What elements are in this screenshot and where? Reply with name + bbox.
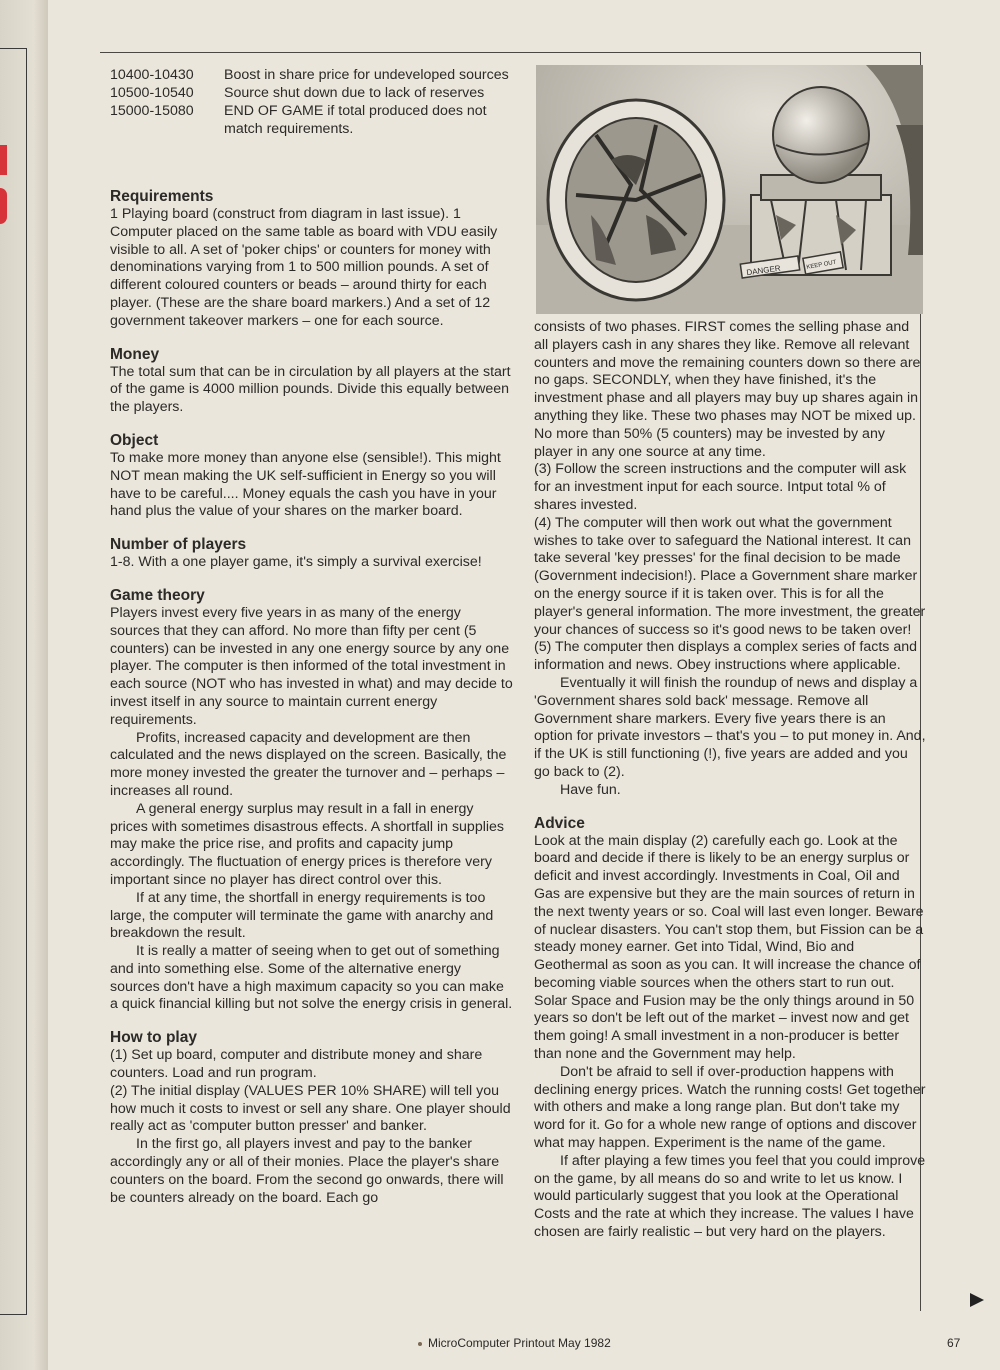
code-range: 10400-10430 xyxy=(110,67,194,83)
how-to-play-step: (5) The computer then displays a complex series of facts and information and news. Obey instructions where applicable. xyxy=(534,639,917,674)
how-to-play-paragraph: Eventually it will finish the roundup of news and display a 'Government shares sold back' message. Remove all Government share markers. Every five years there is an option for private investors – that's you – to put money in. And, if the UK is still functioning (!), five years are added and you go back to (2). xyxy=(534,674,926,780)
code-description: Boost in share price for undeveloped sources xyxy=(224,67,509,83)
how-to-play-paragraph: In the first go, all players invest and pay to the banker accordingly any or all of their monies. Place the player's share counters on the board. From the second go onwards, there will be counters already on the board. Each go xyxy=(110,1136,504,1206)
object-heading: Object xyxy=(110,431,159,449)
requirements-heading: Requirements xyxy=(110,188,214,205)
how-to-play-continued: consists of two phases. FIRST comes the selling phase and all players cash in any shares they like. Remove all relevant counters and move the remaining counters down so there are no gaps. SECONDLY, when they have finished, it's the investment phase and all players may buy up shares again in anything they like. These two phases may NOT be mixed up. No more than 50% (5 counters) may be invested by any player in any one source at any time. xyxy=(534,319,921,460)
advice-paragraph: Look at the main display (2) carefully each go. Look at the board and decide if there is likely to be an energy surplus or deficit and invest accordingly. Investments in Coal, Oil and Gas are expensive but they are the main sources of return in the next twenty years or so. Coal will last even longer. Beware of nuclear disasters. You can't stop them, but Fission can be a steady money earner. Get into Tidal, Wind, Bio and Geothermal as soon as you can. It will increase the chance of becoming viable sources when the others start to run out. Solar Space and Fusion may be the only things around in 50 years so don't be left out of the market – invest now and get them going! A small investment in a non-producer is better than none and the Government may help. xyxy=(534,832,924,1063)
code-row xyxy=(110,102,520,138)
binding-gutter xyxy=(0,0,48,1370)
previous-page-frame xyxy=(0,48,27,1315)
how-to-play-heading: How to play xyxy=(110,1029,197,1047)
advice-paragraph: If after playing a few times you feel that you could improve on the game, by all means do so and write to let us know. I would particularly suggest that you look at the Operational Costs and the rate at which they increase. The values I have chosen are fairly realistic – but very hard on the players. xyxy=(534,1152,926,1241)
page-number: 67 xyxy=(947,1336,961,1350)
game-theory-paragraph: Profits, increased capacity and development are then calculated and the news displayed on the screen. Basically, the more money invested the greater the turnover and – perhaps – increases all round. xyxy=(110,729,507,799)
how-to-play-step: (4) The computer will then work out what the government wishes to take over to safeguard the National interest. It can take several 'key presses' for the final decision to be made (Government indecision!). Place a Government share marker on the energy source if it is taken over. This is for all the player's general information. The more investment, the greater your chances of success so it's good news to be taken over! xyxy=(534,514,926,638)
code-row xyxy=(110,84,520,102)
advice-paragraph: Don't be afraid to sell if over-production happens with declining energy prices. Watch the running costs! Get together with others and make a long range plan. But don't take my word for it. Go for a whole new range of options and discover what may happen. Experiment is the name of the game. xyxy=(534,1063,926,1152)
code-description: END OF GAME if total produced does not match requirements. xyxy=(224,103,487,137)
game-theory-paragraph: A general energy surplus may result in a fall in energy prices with sometimes disastrous effects. A shortfall in supplies may make the price rise, and profits and capacity jump accordingly. The fluctuation of energy prices is therefore very important since no player has direct control over this. xyxy=(110,800,505,888)
game-theory-paragraph: It is really a matter of seeing when to get out of something and into something else. Some of the alternative energy sources don't have a high maximum capacity so you can make a quick financial killing but not solve the energy crisis in general. xyxy=(110,943,513,1013)
red-mark-bottom xyxy=(0,188,7,224)
requirements-text: 1 Playing board (construct from diagram in last issue). 1 Computer placed on the same table as board with VDU easily visible to all. A set of 'poker chips' or counters for money with denominations varying from 1 to 500 million pounds. A set of different coloured counters or beads – around thirty for each player. (These are the share board markers.) And a set of 12 government takeover markers – one for each source. xyxy=(110,206,498,329)
illustration-drawing xyxy=(536,65,923,314)
money-heading: Money xyxy=(110,345,160,363)
danger-sign: DANGER xyxy=(745,263,782,278)
code-row xyxy=(110,66,520,84)
money-text: The total sum that can be in circulation by all players at the start of the game is 4000 million pounds. Divide this equally between the players. xyxy=(110,363,511,416)
code-range: 10500-10540 xyxy=(110,85,194,101)
cracked-globe xyxy=(548,100,724,300)
red-mark-top xyxy=(0,145,7,175)
left-column xyxy=(110,187,514,1207)
bullet-icon xyxy=(418,1342,422,1346)
publication-line: MicroComputer Printout May 1982 xyxy=(428,1336,611,1350)
game-theory-paragraph: Players invest every five years in as many of the energy sources that they can afford. No more than fifty per cent (5 counters) can be invested in any one energy source by any one player. The computer is then informed of the total investment in each source (NOT who has invested in what) and may decide to invest itself in any source to maintain current energy requirements. xyxy=(110,604,513,728)
code-range: 15000-15080 xyxy=(110,103,194,119)
how-to-play-paragraph: (1) Set up board, computer and distribute money and share counters. Load and run program. xyxy=(110,1047,483,1082)
right-column xyxy=(534,319,926,1242)
article-illustration xyxy=(536,65,923,314)
how-to-play-step: (3) Follow the screen instructions and the computer will ask for an investment input for each source. Intput total % of shares invested. xyxy=(534,461,907,513)
game-theory-heading: Game theory xyxy=(110,586,205,604)
players-heading: Number of players xyxy=(110,536,247,554)
object-text: To make more money than anyone else (sensible!). This might NOT mean making the UK self-sufficient in Energy so you will have to be careful.... Money equals the cash you have in your hand plus the value of your shares on the marker board. xyxy=(110,449,501,520)
have-fun-line: Have fun. xyxy=(560,781,621,798)
continue-arrow-icon xyxy=(970,1293,984,1307)
how-to-play-paragraph: (2) The initial display (VALUES PER 10% SHARE) will tell you how much it costs to invest or sell any share. One player should really act as 'computer button presser' and banker. xyxy=(110,1082,511,1135)
players-text: 1-8. With a one player game, it's simply a survival exercise! xyxy=(110,554,482,571)
advice-heading: Advice xyxy=(534,814,585,832)
game-theory-paragraph: If at any time, the shortfall in energy requirements is too large, the computer will terminate the game with anarchy and breakdown the result. xyxy=(110,889,494,942)
code-table xyxy=(110,66,520,138)
code-description: Source shut down due to lack of reserves xyxy=(224,85,485,101)
keep-out-sign: KEEP OUT xyxy=(806,259,837,271)
